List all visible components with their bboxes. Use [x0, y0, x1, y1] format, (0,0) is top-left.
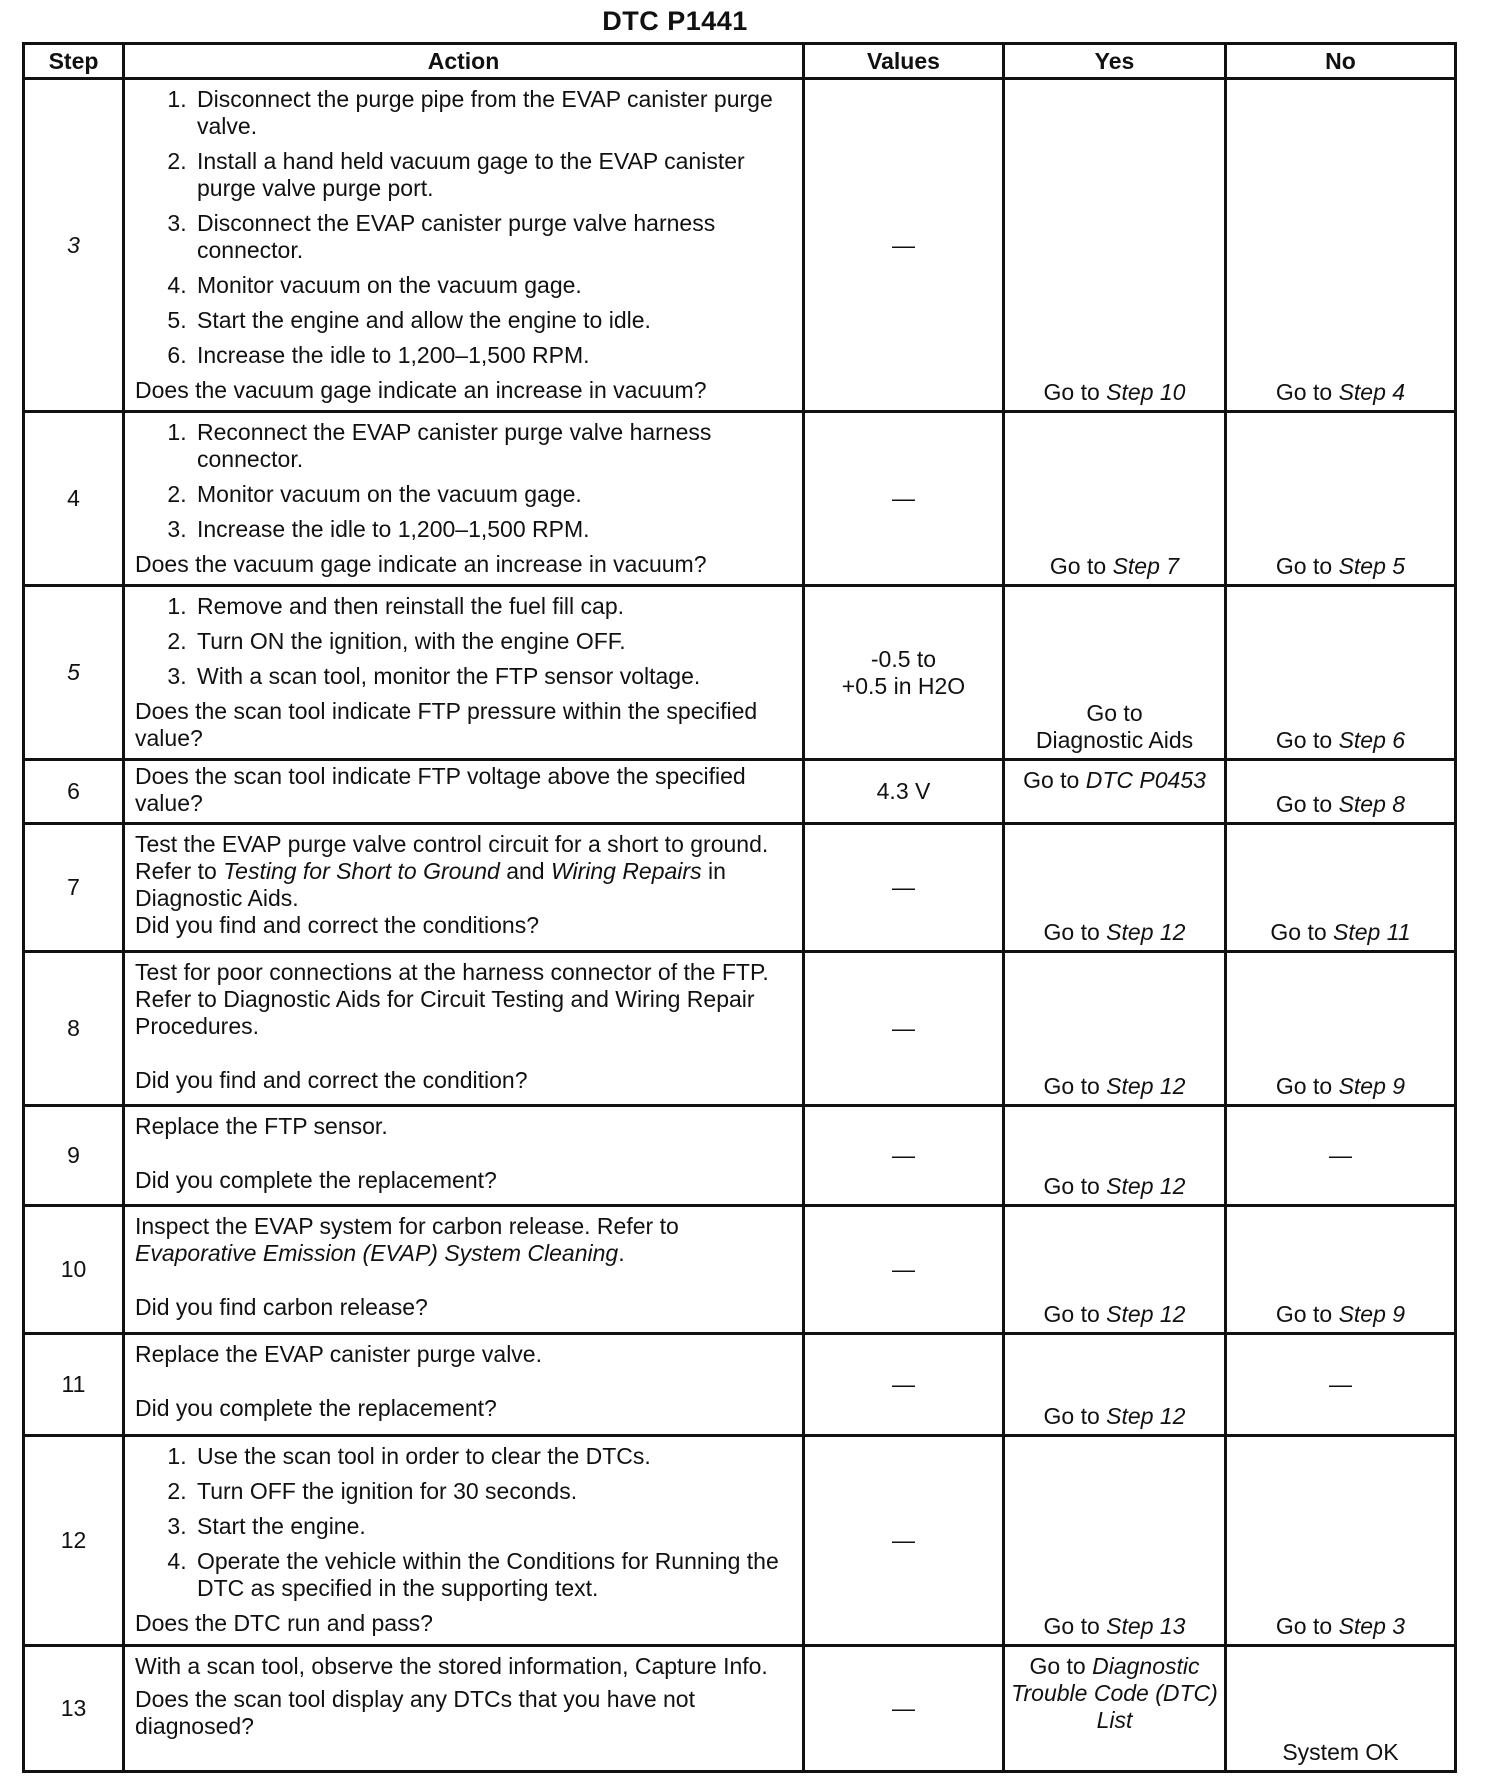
list-item: 5. Start the engine and allow the engine to idle. — [193, 307, 794, 334]
values-cell: — — [804, 412, 1004, 586]
goto-text: Go to — [1275, 791, 1333, 817]
list-item: 6. Increase the idle to 1,200–1,500 RPM. — [193, 342, 794, 369]
goto-text: Go to — [1270, 919, 1327, 945]
question: Did you complete the replacement? — [135, 1395, 497, 1421]
values-cell: — — [804, 79, 1004, 412]
goto-link[interactable]: Step 7 — [1112, 553, 1180, 579]
value-line: -0.5 to — [870, 645, 937, 672]
question: Does the scan tool indicate FTP voltage above the specified value? — [135, 763, 746, 816]
list-item: 1. Disconnect the purge pipe from the EVAP canister purge valve. — [193, 86, 794, 140]
yes-cell — [1004, 760, 1226, 824]
values-cell: — — [804, 1106, 1004, 1206]
no-cell: — — [1226, 1106, 1456, 1206]
goto-link[interactable]: Diagnostic Aids — [1035, 727, 1194, 753]
list-item: 2. Install a hand held vacuum gage to the EVAP canister purge valve purge port. — [193, 148, 794, 202]
action-cell — [124, 1646, 804, 1772]
table-row — [24, 952, 1456, 1106]
header-step: Step — [24, 44, 124, 79]
question: Did you find carbon release? — [135, 1294, 428, 1320]
step-number: 6 — [24, 760, 124, 824]
goto-text: Go to — [1043, 919, 1100, 945]
table-row — [24, 412, 1456, 586]
goto-link[interactable]: Step 11 — [1333, 919, 1411, 945]
values-cell: — — [804, 824, 1004, 952]
no-cell — [1226, 412, 1456, 586]
question: Did you find and correct the condition? — [135, 1067, 528, 1093]
yes-cell — [1004, 824, 1226, 952]
goto-link[interactable]: Step 9 — [1338, 1073, 1406, 1099]
step-number: 10 — [24, 1206, 124, 1334]
action-cell — [124, 1334, 804, 1436]
table-row — [24, 760, 1456, 824]
yes-cell — [1004, 1106, 1226, 1206]
question: Does the DTC run and pass? — [135, 1610, 433, 1636]
goto-link[interactable]: DTC P0453 — [1085, 767, 1206, 793]
action-text: Replace the EVAP canister purge valve. — [135, 1341, 542, 1367]
goto-link[interactable]: Diagnostic Trouble Code (DTC) List — [1011, 1653, 1218, 1733]
list-item: 4. Monitor vacuum on the vacuum gage. — [193, 272, 794, 299]
action-text: in Diagnostic Aids. — [135, 858, 726, 911]
step-number: 9 — [24, 1106, 124, 1206]
list-item: 2. Turn OFF the ignition for 30 seconds. — [193, 1478, 794, 1505]
yes-cell — [1004, 1206, 1226, 1334]
yes-cell — [1004, 79, 1226, 412]
goto-text: Go to — [1275, 553, 1333, 579]
action-cell — [124, 79, 804, 412]
values-cell: — — [804, 1206, 1004, 1334]
action-cell — [124, 1436, 804, 1646]
goto-link[interactable]: Step 12 — [1106, 1403, 1186, 1429]
table-row — [24, 1646, 1456, 1772]
no-cell — [1226, 824, 1456, 952]
action-cell — [124, 760, 804, 824]
goto-link[interactable]: Step 12 — [1106, 1301, 1186, 1327]
goto-text: Go to — [1043, 379, 1100, 405]
goto-text: Go to — [1275, 1073, 1333, 1099]
goto-text: Go to — [1043, 1073, 1100, 1099]
goto-text: Go to — [1043, 1301, 1100, 1327]
dtc-table — [22, 42, 1457, 1773]
list-item: 1. Use the scan tool in order to clear the DTCs. — [193, 1443, 794, 1470]
list-item: 3. Start the engine. — [193, 1513, 794, 1540]
question: Did you find and correct the conditions? — [135, 912, 540, 938]
no-cell — [1226, 1206, 1456, 1334]
yes-cell — [1004, 586, 1226, 760]
action-cell — [124, 824, 804, 952]
goto-text: Go to — [1043, 1613, 1100, 1639]
goto-link[interactable]: Step 12 — [1106, 919, 1186, 945]
list-item: 2. Monitor vacuum on the vacuum gage. — [193, 481, 794, 508]
list-item: 3. Disconnect the EVAP canister purge valve harness connector. — [193, 210, 794, 264]
no-cell — [1226, 1436, 1456, 1646]
action-cell — [124, 952, 804, 1106]
action-text: and — [506, 858, 545, 884]
goto-text: Go to — [1029, 1653, 1086, 1679]
table-row — [24, 79, 1456, 412]
step-number: 11 — [24, 1334, 124, 1436]
action-text: Replace the FTP sensor. — [135, 1113, 388, 1139]
goto-link[interactable]: Step 12 — [1106, 1173, 1186, 1199]
step-number: 4 — [24, 412, 124, 586]
table-row — [24, 1206, 1456, 1334]
values-cell: — — [804, 1334, 1004, 1436]
table-row — [24, 1334, 1456, 1436]
action-cell — [124, 412, 804, 586]
no-cell — [1226, 79, 1456, 412]
action-cell — [124, 1206, 804, 1334]
goto-text: Go to — [1043, 1403, 1100, 1429]
yes-cell — [1004, 1436, 1226, 1646]
header-row — [24, 44, 1456, 79]
values-cell: 4.3 V — [804, 760, 1004, 824]
no-cell: System OK — [1226, 1646, 1456, 1772]
list-item: 3. Increase the idle to 1,200–1,500 RPM. — [193, 516, 794, 543]
goto-text: Go to — [1086, 700, 1143, 726]
step-number: 3 — [24, 79, 124, 412]
goto-link[interactable]: Step 8 — [1338, 791, 1406, 817]
action-cell — [124, 1106, 804, 1206]
yes-cell — [1004, 1646, 1226, 1772]
step-number: 5 — [24, 586, 124, 760]
table-row — [24, 1106, 1456, 1206]
no-cell — [1226, 586, 1456, 760]
reference-link[interactable]: Testing for Short to Ground — [223, 858, 500, 884]
goto-text: Go to — [1275, 379, 1333, 405]
question: Does the scan tool display any DTCs that you have not diagnosed? — [135, 1686, 695, 1739]
list-item: 1. Remove and then reinstall the fuel fill cap. — [193, 593, 794, 620]
values-cell — [804, 586, 1004, 760]
header-yes: Yes — [1004, 44, 1226, 79]
header-values: Values — [804, 44, 1004, 79]
value-line: +0.5 in H2O — [841, 672, 966, 699]
goto-link[interactable]: Step 5 — [1338, 553, 1406, 579]
goto-link[interactable]: Step 6 — [1338, 727, 1406, 753]
values-cell: — — [804, 952, 1004, 1106]
goto-link[interactable]: Step 3 — [1338, 1613, 1406, 1639]
table-row — [24, 824, 1456, 952]
table-row — [24, 1436, 1456, 1646]
page-title: DTC P1441 — [602, 6, 748, 36]
goto-link[interactable]: Step 4 — [1338, 379, 1406, 405]
goto-link[interactable]: Step 12 — [1106, 1073, 1186, 1099]
no-cell — [1226, 760, 1456, 824]
action-text: Test for poor connections at the harness connector of the FTP. Refer to Diagnostic Aids for Circuit Testing and Wiring Repair Procedures. — [135, 959, 769, 1039]
question: Does the vacuum gage indicate an increase in vacuum? — [135, 551, 707, 577]
values-cell: — — [804, 1646, 1004, 1772]
goto-text: Go to — [1023, 767, 1080, 793]
goto-text: Go to — [1049, 553, 1107, 579]
yes-cell — [1004, 952, 1226, 1106]
action-text: With a scan tool, observe the stored information, Capture Info. — [135, 1653, 768, 1679]
table-row — [24, 586, 1456, 760]
yes-cell — [1004, 412, 1226, 586]
action-cell — [124, 586, 804, 760]
list-item: 4. Operate the vehicle within the Conditions for Running the DTC as specified in the supporting text. — [193, 1548, 794, 1602]
list-item: 1. Reconnect the EVAP canister purge valve harness connector. — [193, 419, 794, 473]
values-cell: — — [804, 1436, 1004, 1646]
yes-cell — [1004, 1334, 1226, 1436]
no-cell: — — [1226, 1334, 1456, 1436]
step-number: 13 — [24, 1646, 124, 1772]
reference-link[interactable]: Wiring Repairs — [550, 858, 702, 884]
goto-text: Go to — [1275, 727, 1333, 753]
reference-link[interactable]: Evaporative Emission (EVAP) System Cleaning — [135, 1240, 619, 1266]
goto-text: Go to — [1275, 1301, 1333, 1327]
action-text: Test the EVAP purge valve control circuit for a short to ground. Refer to — [135, 831, 769, 884]
goto-text: Go to — [1275, 1613, 1333, 1639]
header-action: Action — [124, 44, 804, 79]
no-cell — [1226, 952, 1456, 1106]
header-no: No — [1226, 44, 1456, 79]
step-number: 8 — [24, 952, 124, 1106]
action-text: Inspect the EVAP system for carbon release. Refer to — [135, 1213, 679, 1239]
list-item: 2. Turn ON the ignition, with the engine OFF. — [193, 628, 794, 655]
list-item: 3. With a scan tool, monitor the FTP sensor voltage. — [193, 663, 794, 690]
goto-text: Go to — [1043, 1173, 1100, 1199]
question: Did you complete the replacement? — [135, 1167, 497, 1193]
action-text: . — [618, 1240, 625, 1266]
step-number: 7 — [24, 824, 124, 952]
goto-link[interactable]: Step 13 — [1106, 1613, 1186, 1639]
goto-link[interactable]: Step 9 — [1338, 1301, 1406, 1327]
question: Does the scan tool indicate FTP pressure within the specified value? — [135, 698, 758, 751]
question: Does the vacuum gage indicate an increase in vacuum? — [135, 377, 707, 403]
step-number: 12 — [24, 1436, 124, 1646]
goto-link[interactable]: Step 10 — [1106, 379, 1186, 405]
